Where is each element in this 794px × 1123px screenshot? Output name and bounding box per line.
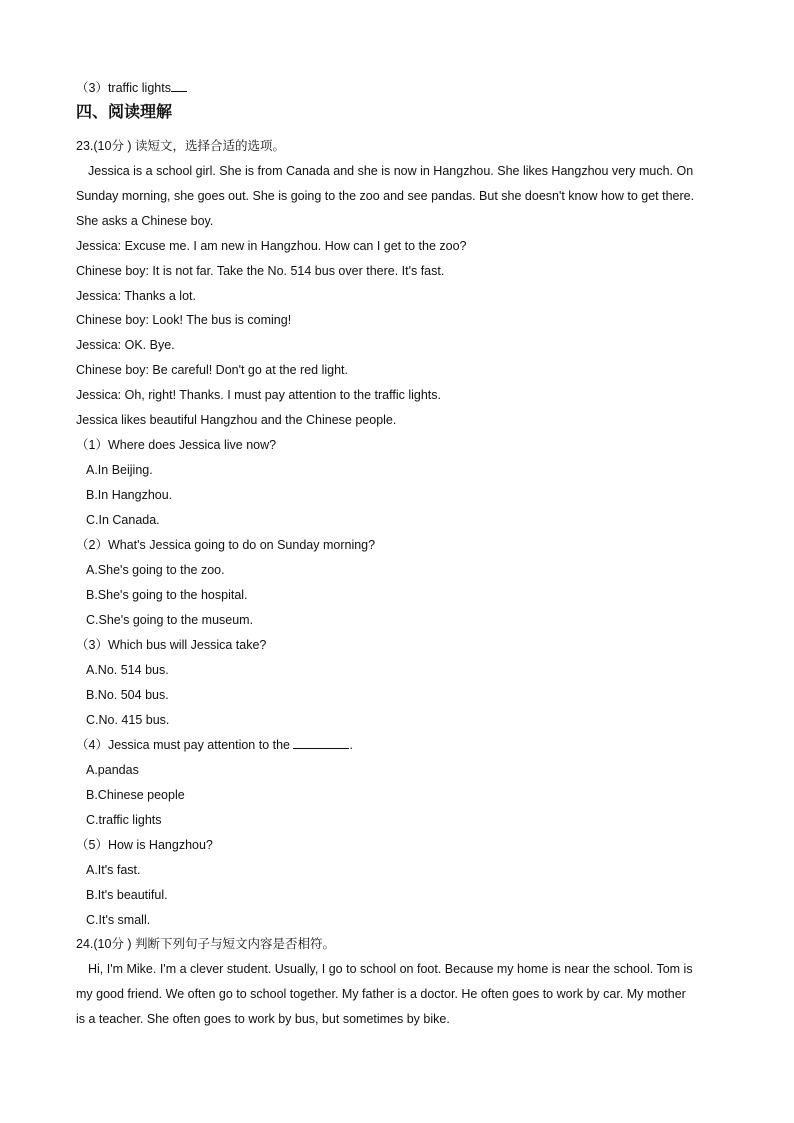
question-text-end: . — [349, 738, 353, 752]
passage-line: Chinese boy: Be careful! Don't go at the red light. — [76, 363, 348, 377]
passage-line: Chinese boy: It is not far. Take the No. 514 bus over there. It's fast. — [76, 264, 445, 278]
question-item — [76, 80, 187, 96]
answer-option: C.It's small. — [86, 913, 151, 927]
passage-line: Jessica likes beautiful Hangzhou and the Chinese people. — [76, 413, 397, 427]
question-text: （3）traffic lights — [76, 81, 171, 95]
answer-option: B.In Hangzhou. — [86, 488, 173, 502]
passage-line: Jessica: OK. Bye. — [76, 338, 175, 352]
question-stem: （3）Which bus will Jessica take? — [76, 638, 267, 652]
passage-line: Jessica is a school girl. She is from Canada and she is now in Hangzhou. She likes Hangzhou very much. On — [88, 164, 694, 178]
question-header: 23.(10分 ) 读短文，选择合适的选项。 — [76, 139, 286, 153]
answer-option: B.No. 504 bus. — [86, 688, 169, 702]
question-stem: （5）How is Hangzhou? — [76, 838, 213, 852]
question-stem — [76, 737, 353, 753]
passage-line: Sunday morning, she goes out. She is going to the zoo and see pandas. But she doesn't know how to get there. — [76, 189, 695, 203]
answer-blank — [171, 81, 187, 92]
passage-line: is a teacher. She often goes to work by bus, but sometimes by bike. — [76, 1012, 450, 1026]
answer-option: B.She's going to the hospital. — [86, 588, 248, 602]
answer-option: C.She's going to the museum. — [86, 613, 254, 627]
answer-option: B.Chinese people — [86, 788, 185, 802]
answer-option: C.In Canada. — [86, 513, 160, 527]
answer-option: A.It's fast. — [86, 863, 141, 877]
answer-option: C.traffic lights — [86, 813, 162, 827]
answer-option: A.In Beijing. — [86, 463, 153, 477]
answer-option: C.No. 415 bus. — [86, 713, 170, 727]
section-title: 四、阅读理解 — [76, 104, 173, 121]
passage-line: Jessica: Oh, right! Thanks. I must pay attention to the traffic lights. — [76, 388, 441, 402]
answer-option: A.pandas — [86, 763, 139, 777]
passage-line: my good friend. We often go to school together. My father is a doctor. He often goes to work by car. My mother — [76, 987, 686, 1001]
answer-option: B.It's beautiful. — [86, 888, 168, 902]
passage-line: Jessica: Excuse me. I am new in Hangzhou. How can I get to the zoo? — [76, 239, 467, 253]
passage-line: Chinese boy: Look! The bus is coming! — [76, 313, 292, 327]
question-stem: （2）What's Jessica going to do on Sunday morning? — [76, 538, 376, 552]
question-text: （4）Jessica must pay attention to the — [76, 738, 290, 752]
answer-option: A.No. 514 bus. — [86, 663, 169, 677]
question-header: 24.(10分 ) 判断下列句子与短文内容是否相符。 — [76, 937, 336, 951]
passage-line: Jessica: Thanks a lot. — [76, 289, 196, 303]
question-stem: （1）Where does Jessica live now? — [76, 438, 277, 452]
passage-line: Hi, I'm Mike. I'm a clever student. Usually, I go to school on foot. Because my home is near the school. Tom is — [88, 962, 693, 976]
answer-option: A.She's going to the zoo. — [86, 563, 225, 577]
passage-line: She asks a Chinese boy. — [76, 214, 214, 228]
answer-blank — [293, 738, 349, 749]
